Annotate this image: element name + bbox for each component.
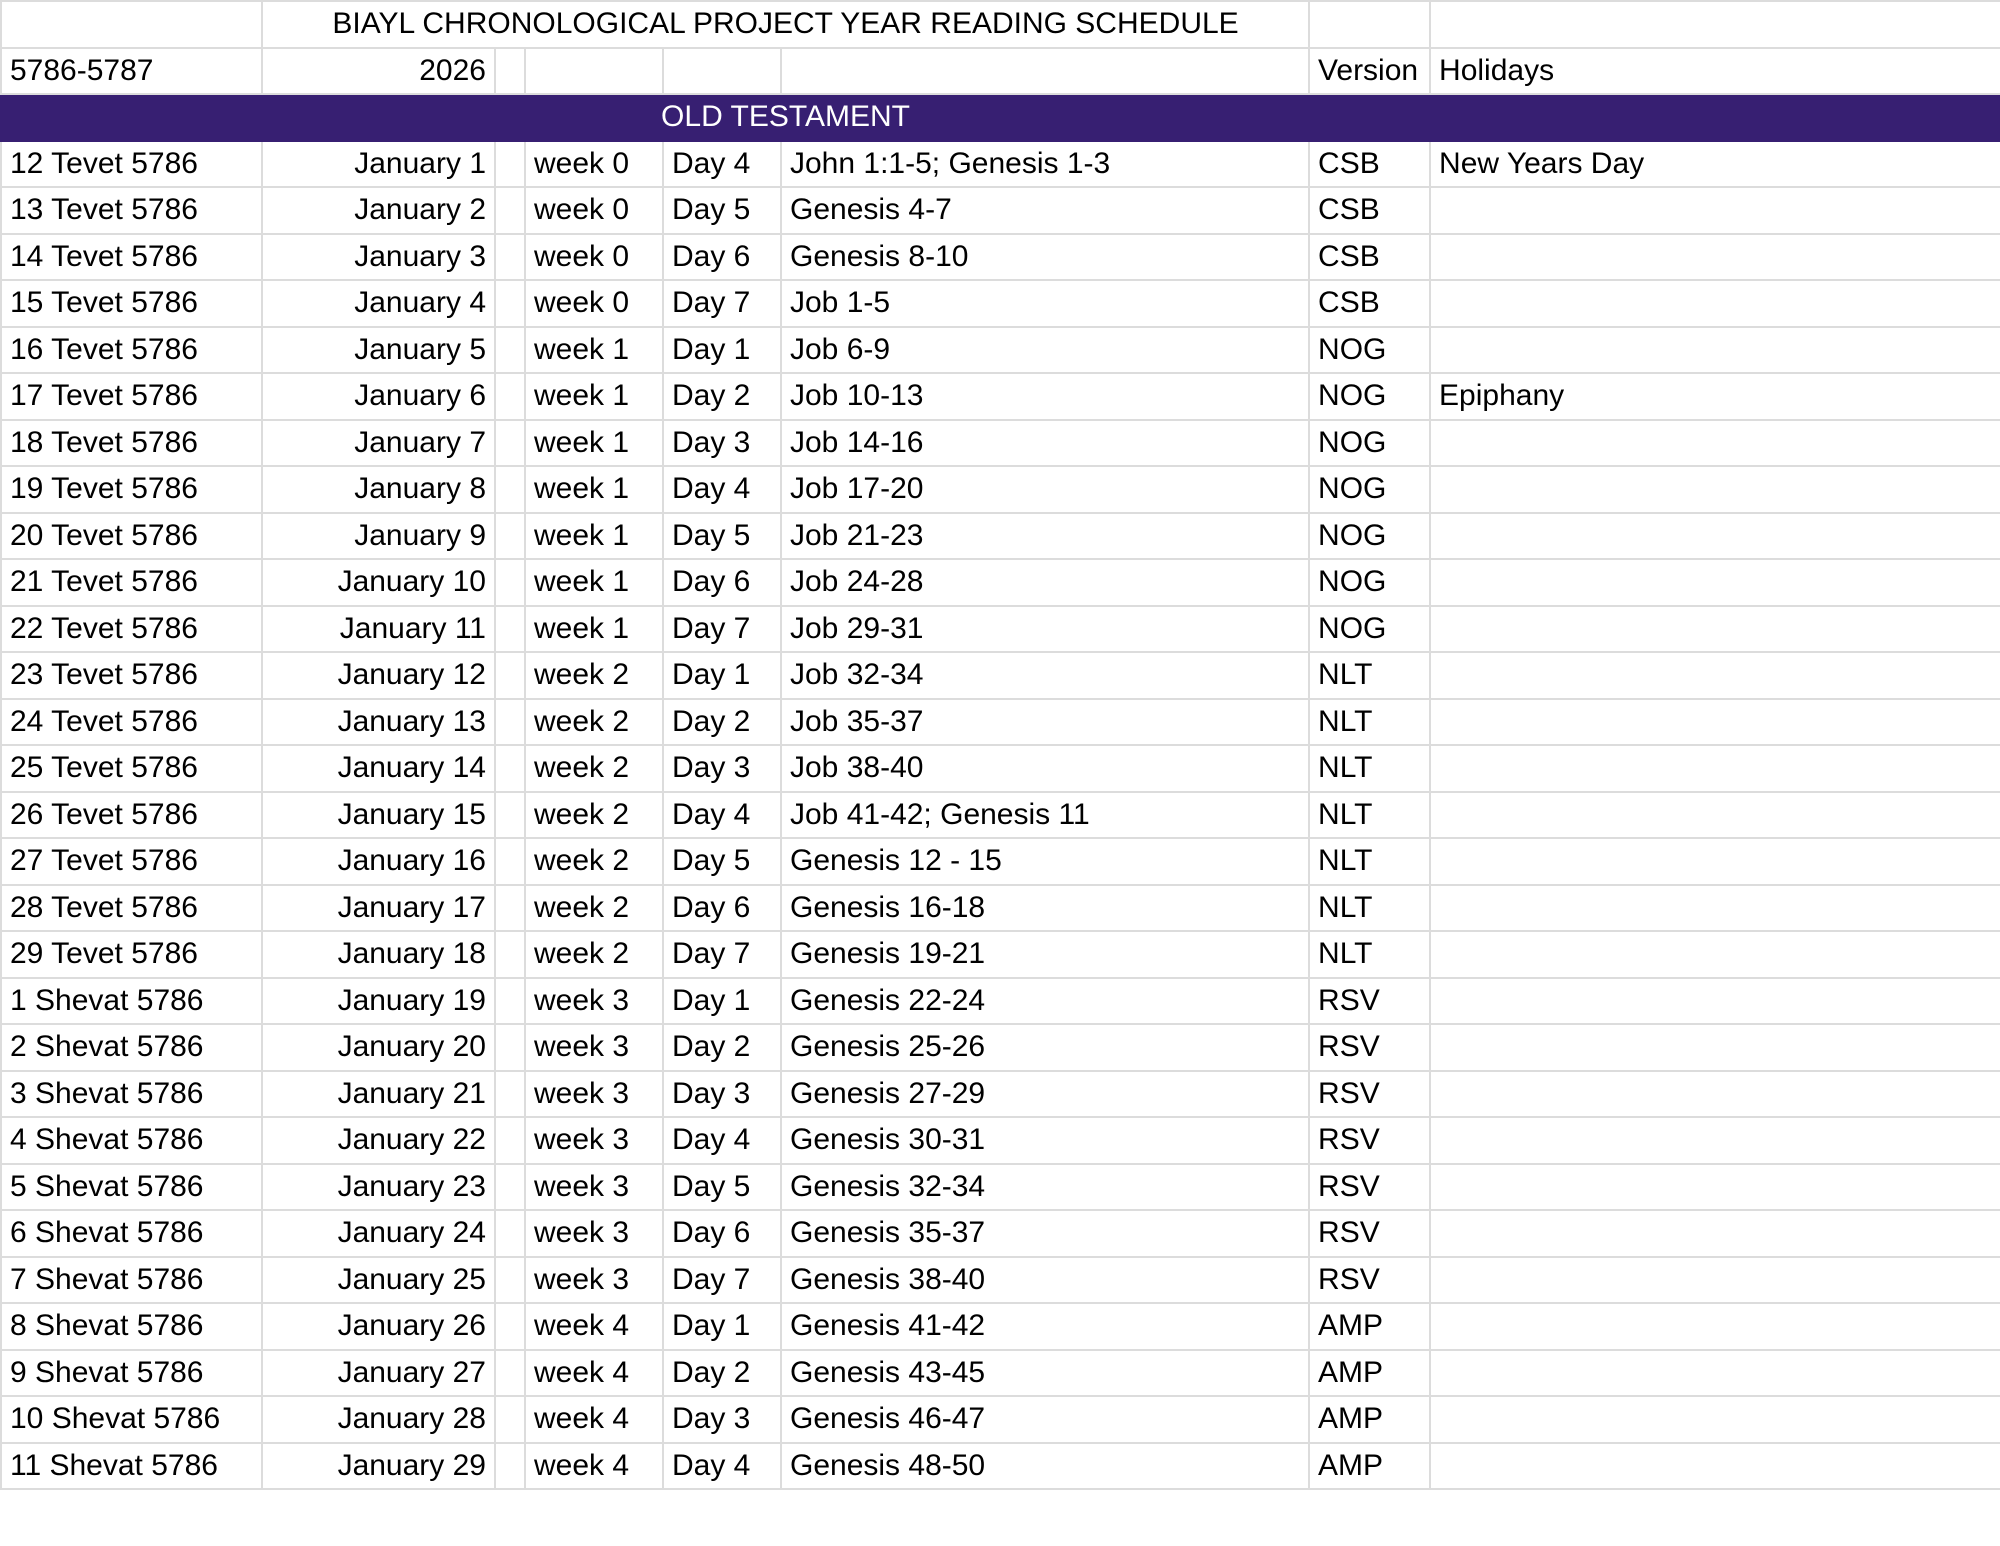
- day-cell[interactable]: Day 4: [663, 1117, 781, 1164]
- week-cell[interactable]: week 3: [525, 1117, 663, 1164]
- holiday-cell[interactable]: [1430, 838, 2000, 885]
- day-cell[interactable]: Day 7: [663, 280, 781, 327]
- hebrew-years-cell[interactable]: 5786-5787: [1, 48, 262, 95]
- reading-cell[interactable]: Genesis 8-10: [781, 234, 1309, 281]
- table-row: [1, 885, 2000, 932]
- week-cell[interactable]: week 0: [525, 141, 663, 188]
- cell-empty[interactable]: [495, 885, 525, 932]
- table-row: [1, 234, 2000, 281]
- version-cell[interactable]: RSV: [1309, 1117, 1430, 1164]
- day-cell[interactable]: Day 6: [663, 559, 781, 606]
- cell-empty[interactable]: [495, 1350, 525, 1397]
- reading-cell[interactable]: Genesis 12 - 15: [781, 838, 1309, 885]
- table-row: [1, 1303, 2000, 1350]
- week-cell[interactable]: week 2: [525, 885, 663, 932]
- version-cell[interactable]: NOG: [1309, 420, 1430, 467]
- cell-empty[interactable]: [495, 1024, 525, 1071]
- week-cell[interactable]: week 4: [525, 1303, 663, 1350]
- reading-cell[interactable]: Genesis 46-47: [781, 1396, 1309, 1443]
- cell-empty[interactable]: [495, 1117, 525, 1164]
- date-cell[interactable]: January 7: [262, 420, 495, 467]
- cell-empty[interactable]: [495, 745, 525, 792]
- week-cell[interactable]: week 2: [525, 931, 663, 978]
- table-row: [1, 141, 2000, 188]
- cell-empty[interactable]: [495, 1071, 525, 1118]
- cell-empty[interactable]: [495, 606, 525, 653]
- day-cell[interactable]: Day 4: [663, 141, 781, 188]
- reading-cell[interactable]: Job 41-42; Genesis 11: [781, 792, 1309, 839]
- cell-empty[interactable]: [1, 1, 262, 48]
- date-cell[interactable]: January 27: [262, 1350, 495, 1397]
- week-cell[interactable]: week 1: [525, 373, 663, 420]
- holidays-header[interactable]: Holidays: [1430, 48, 2000, 95]
- table-row: [1, 652, 2000, 699]
- date-cell[interactable]: January 10: [262, 559, 495, 606]
- reading-cell[interactable]: Genesis 32-34: [781, 1164, 1309, 1211]
- date-cell[interactable]: January 28: [262, 1396, 495, 1443]
- week-cell[interactable]: week 0: [525, 187, 663, 234]
- version-cell[interactable]: CSB: [1309, 280, 1430, 327]
- cell-empty[interactable]: [495, 420, 525, 467]
- hebrew-date-cell[interactable]: 1 Shevat 5786: [1, 978, 262, 1025]
- reading-cell[interactable]: Job 6-9: [781, 327, 1309, 374]
- table-row: [1, 1257, 2000, 1304]
- holiday-cell[interactable]: [1430, 885, 2000, 932]
- table-row: [1, 1024, 2000, 1071]
- day-cell[interactable]: Day 2: [663, 1350, 781, 1397]
- subheader-row: [1, 48, 2000, 95]
- cell-empty[interactable]: [495, 978, 525, 1025]
- cell-empty[interactable]: [495, 1303, 525, 1350]
- version-cell[interactable]: CSB: [1309, 234, 1430, 281]
- holiday-cell[interactable]: [1430, 606, 2000, 653]
- section-band-row: [1, 94, 2000, 141]
- cell-empty[interactable]: [495, 513, 525, 560]
- week-cell[interactable]: week 4: [525, 1443, 663, 1490]
- day-cell[interactable]: Day 2: [663, 699, 781, 746]
- hebrew-date-cell[interactable]: 26 Tevet 5786: [1, 792, 262, 839]
- version-cell[interactable]: NOG: [1309, 513, 1430, 560]
- hebrew-date-cell[interactable]: 23 Tevet 5786: [1, 652, 262, 699]
- date-cell[interactable]: January 11: [262, 606, 495, 653]
- holiday-cell[interactable]: [1430, 1350, 2000, 1397]
- table-row: [1, 559, 2000, 606]
- table-row: [1, 978, 2000, 1025]
- cell-empty[interactable]: [495, 234, 525, 281]
- date-cell[interactable]: January 5: [262, 327, 495, 374]
- date-cell[interactable]: January 1: [262, 141, 495, 188]
- week-cell[interactable]: week 3: [525, 1210, 663, 1257]
- cell-empty[interactable]: [495, 48, 525, 95]
- day-cell[interactable]: Day 7: [663, 606, 781, 653]
- table-row: [1, 931, 2000, 978]
- cell-empty[interactable]: [495, 931, 525, 978]
- date-cell[interactable]: January 23: [262, 1164, 495, 1211]
- week-cell[interactable]: week 3: [525, 1257, 663, 1304]
- cell-empty[interactable]: [495, 699, 525, 746]
- week-cell[interactable]: week 1: [525, 327, 663, 374]
- reading-cell[interactable]: Genesis 16-18: [781, 885, 1309, 932]
- reading-cell[interactable]: Job 10-13: [781, 373, 1309, 420]
- hebrew-date-cell[interactable]: 16 Tevet 5786: [1, 327, 262, 374]
- day-cell[interactable]: Day 3: [663, 1071, 781, 1118]
- date-cell[interactable]: January 22: [262, 1117, 495, 1164]
- day-cell[interactable]: Day 7: [663, 931, 781, 978]
- table-row: [1, 745, 2000, 792]
- reading-cell[interactable]: Job 29-31: [781, 606, 1309, 653]
- day-cell[interactable]: Day 3: [663, 745, 781, 792]
- table-row: [1, 1443, 2000, 1490]
- date-cell[interactable]: January 8: [262, 466, 495, 513]
- table-row: [1, 513, 2000, 560]
- day-cell[interactable]: Day 6: [663, 1210, 781, 1257]
- hebrew-date-cell[interactable]: 25 Tevet 5786: [1, 745, 262, 792]
- version-cell[interactable]: AMP: [1309, 1350, 1430, 1397]
- day-cell[interactable]: Day 7: [663, 1257, 781, 1304]
- cell-empty[interactable]: [495, 141, 525, 188]
- holiday-cell[interactable]: Epiphany: [1430, 373, 2000, 420]
- band-cell[interactable]: [1430, 94, 2000, 141]
- week-cell[interactable]: week 1: [525, 559, 663, 606]
- week-cell[interactable]: week 1: [525, 466, 663, 513]
- day-cell[interactable]: Day 1: [663, 978, 781, 1025]
- table-row: [1, 606, 2000, 653]
- table-row: [1, 1210, 2000, 1257]
- hebrew-date-cell[interactable]: 2 Shevat 5786: [1, 1024, 262, 1071]
- cell-empty[interactable]: [495, 327, 525, 374]
- cell-empty[interactable]: [495, 1210, 525, 1257]
- day-cell[interactable]: Day 6: [663, 885, 781, 932]
- day-cell[interactable]: Day 5: [663, 187, 781, 234]
- date-cell[interactable]: January 25: [262, 1257, 495, 1304]
- date-cell[interactable]: January 17: [262, 885, 495, 932]
- holiday-cell[interactable]: [1430, 1257, 2000, 1304]
- table-row: [1, 1164, 2000, 1211]
- holiday-cell[interactable]: [1430, 978, 2000, 1025]
- week-cell[interactable]: week 0: [525, 234, 663, 281]
- hebrew-date-cell[interactable]: 8 Shevat 5786: [1, 1303, 262, 1350]
- day-cell[interactable]: Day 4: [663, 1443, 781, 1490]
- date-cell[interactable]: January 24: [262, 1210, 495, 1257]
- date-cell[interactable]: January 26: [262, 1303, 495, 1350]
- hebrew-date-cell[interactable]: 3 Shevat 5786: [1, 1071, 262, 1118]
- holiday-cell[interactable]: [1430, 931, 2000, 978]
- version-header[interactable]: Version: [1309, 48, 1430, 95]
- title-row: [1, 1, 2000, 48]
- date-cell[interactable]: January 19: [262, 978, 495, 1025]
- date-cell[interactable]: January 9: [262, 513, 495, 560]
- table-row: [1, 1396, 2000, 1443]
- hebrew-date-cell[interactable]: 9 Shevat 5786: [1, 1350, 262, 1397]
- hebrew-date-cell[interactable]: 20 Tevet 5786: [1, 513, 262, 560]
- date-cell[interactable]: January 6: [262, 373, 495, 420]
- version-cell[interactable]: CSB: [1309, 141, 1430, 188]
- version-cell[interactable]: NOG: [1309, 466, 1430, 513]
- day-cell[interactable]: Day 1: [663, 652, 781, 699]
- hebrew-date-cell[interactable]: 14 Tevet 5786: [1, 234, 262, 281]
- version-cell[interactable]: NLT: [1309, 699, 1430, 746]
- table-row: [1, 1350, 2000, 1397]
- date-cell[interactable]: January 3: [262, 234, 495, 281]
- table-row: [1, 187, 2000, 234]
- table-row: [1, 699, 2000, 746]
- holiday-cell[interactable]: [1430, 420, 2000, 467]
- reading-cell[interactable]: Genesis 38-40: [781, 1257, 1309, 1304]
- date-cell[interactable]: January 29: [262, 1443, 495, 1490]
- reading-cell[interactable]: Genesis 48-50: [781, 1443, 1309, 1490]
- day-cell[interactable]: Day 6: [663, 234, 781, 281]
- hebrew-date-cell[interactable]: 12 Tevet 5786: [1, 141, 262, 188]
- version-cell[interactable]: NOG: [1309, 373, 1430, 420]
- version-cell[interactable]: RSV: [1309, 1024, 1430, 1071]
- cell-empty[interactable]: [1309, 1, 1430, 48]
- week-cell[interactable]: week 0: [525, 280, 663, 327]
- reading-cell[interactable]: Job 24-28: [781, 559, 1309, 606]
- week-cell[interactable]: week 1: [525, 513, 663, 560]
- version-cell[interactable]: NOG: [1309, 606, 1430, 653]
- version-cell[interactable]: CSB: [1309, 187, 1430, 234]
- date-cell[interactable]: January 12: [262, 652, 495, 699]
- cell-empty[interactable]: [495, 838, 525, 885]
- holiday-cell[interactable]: [1430, 1117, 2000, 1164]
- holiday-cell[interactable]: [1430, 187, 2000, 234]
- cell-empty[interactable]: [495, 280, 525, 327]
- table-row: [1, 1117, 2000, 1164]
- day-cell[interactable]: Day 2: [663, 1024, 781, 1071]
- hebrew-date-cell[interactable]: 18 Tevet 5786: [1, 420, 262, 467]
- date-cell[interactable]: January 21: [262, 1071, 495, 1118]
- reading-cell[interactable]: Genesis 35-37: [781, 1210, 1309, 1257]
- day-cell[interactable]: Day 5: [663, 1164, 781, 1211]
- holiday-cell[interactable]: [1430, 699, 2000, 746]
- reading-cell[interactable]: John 1:1-5; Genesis 1-3: [781, 141, 1309, 188]
- table-row: [1, 838, 2000, 885]
- table-row: [1, 466, 2000, 513]
- day-cell[interactable]: Day 4: [663, 792, 781, 839]
- hebrew-date-cell[interactable]: 4 Shevat 5786: [1, 1117, 262, 1164]
- holiday-cell[interactable]: [1430, 792, 2000, 839]
- reading-cell[interactable]: Genesis 25-26: [781, 1024, 1309, 1071]
- day-cell[interactable]: Day 1: [663, 327, 781, 374]
- week-cell[interactable]: week 2: [525, 838, 663, 885]
- week-cell[interactable]: week 2: [525, 652, 663, 699]
- reading-cell[interactable]: Job 35-37: [781, 699, 1309, 746]
- holiday-cell[interactable]: [1430, 745, 2000, 792]
- date-cell[interactable]: January 4: [262, 280, 495, 327]
- reading-cell[interactable]: Genesis 30-31: [781, 1117, 1309, 1164]
- hebrew-date-cell[interactable]: 24 Tevet 5786: [1, 699, 262, 746]
- holiday-cell[interactable]: [1430, 466, 2000, 513]
- hebrew-date-cell[interactable]: 10 Shevat 5786: [1, 1396, 262, 1443]
- section-title[interactable]: OLD TESTAMENT: [262, 94, 1309, 141]
- week-cell[interactable]: week 3: [525, 1071, 663, 1118]
- version-cell[interactable]: NLT: [1309, 838, 1430, 885]
- reading-cell[interactable]: Job 21-23: [781, 513, 1309, 560]
- version-cell[interactable]: AMP: [1309, 1303, 1430, 1350]
- week-cell[interactable]: week 1: [525, 606, 663, 653]
- reading-cell[interactable]: Job 1-5: [781, 280, 1309, 327]
- cell-empty[interactable]: [525, 48, 663, 95]
- hebrew-date-cell[interactable]: 29 Tevet 5786: [1, 931, 262, 978]
- version-cell[interactable]: RSV: [1309, 978, 1430, 1025]
- band-cell[interactable]: [1, 94, 262, 141]
- holiday-cell[interactable]: [1430, 1024, 2000, 1071]
- table-row: [1, 420, 2000, 467]
- date-cell[interactable]: January 13: [262, 699, 495, 746]
- week-cell[interactable]: week 4: [525, 1350, 663, 1397]
- version-cell[interactable]: RSV: [1309, 1071, 1430, 1118]
- hebrew-date-cell[interactable]: 11 Shevat 5786: [1, 1443, 262, 1490]
- table-row: [1, 792, 2000, 839]
- reading-cell[interactable]: Genesis 43-45: [781, 1350, 1309, 1397]
- year-cell[interactable]: 2026: [262, 48, 495, 95]
- hebrew-date-cell[interactable]: 21 Tevet 5786: [1, 559, 262, 606]
- day-cell[interactable]: Day 1: [663, 1303, 781, 1350]
- week-cell[interactable]: week 2: [525, 745, 663, 792]
- holiday-cell[interactable]: [1430, 1164, 2000, 1211]
- reading-cell[interactable]: Genesis 4-7: [781, 187, 1309, 234]
- hebrew-date-cell[interactable]: 22 Tevet 5786: [1, 606, 262, 653]
- week-cell[interactable]: week 4: [525, 1396, 663, 1443]
- week-cell[interactable]: week 2: [525, 792, 663, 839]
- reading-cell[interactable]: Genesis 27-29: [781, 1071, 1309, 1118]
- holiday-cell[interactable]: New Years Day: [1430, 141, 2000, 188]
- hebrew-date-cell[interactable]: 7 Shevat 5786: [1, 1257, 262, 1304]
- hebrew-date-cell[interactable]: 6 Shevat 5786: [1, 1210, 262, 1257]
- date-cell[interactable]: January 2: [262, 187, 495, 234]
- reading-cell[interactable]: Genesis 41-42: [781, 1303, 1309, 1350]
- day-cell[interactable]: Day 4: [663, 466, 781, 513]
- cell-empty[interactable]: [495, 466, 525, 513]
- date-cell[interactable]: January 15: [262, 792, 495, 839]
- table-row: [1, 1071, 2000, 1118]
- version-cell[interactable]: NLT: [1309, 885, 1430, 932]
- day-cell[interactable]: Day 3: [663, 420, 781, 467]
- table-row: [1, 373, 2000, 420]
- cell-empty[interactable]: [495, 1257, 525, 1304]
- holiday-cell[interactable]: [1430, 1303, 2000, 1350]
- day-cell[interactable]: Day 2: [663, 373, 781, 420]
- cell-empty[interactable]: [495, 1164, 525, 1211]
- cell-empty[interactable]: [495, 187, 525, 234]
- date-cell[interactable]: January 16: [262, 838, 495, 885]
- reading-cell[interactable]: Genesis 19-21: [781, 931, 1309, 978]
- reading-cell[interactable]: Job 14-16: [781, 420, 1309, 467]
- version-cell[interactable]: AMP: [1309, 1443, 1430, 1490]
- cell-empty[interactable]: [663, 48, 781, 95]
- holiday-cell[interactable]: [1430, 327, 2000, 374]
- cell-empty[interactable]: [495, 1396, 525, 1443]
- version-cell[interactable]: AMP: [1309, 1396, 1430, 1443]
- hebrew-date-cell[interactable]: 5 Shevat 5786: [1, 1164, 262, 1211]
- holiday-cell[interactable]: [1430, 652, 2000, 699]
- day-cell[interactable]: Day 5: [663, 838, 781, 885]
- day-cell[interactable]: Day 5: [663, 513, 781, 560]
- version-cell[interactable]: NLT: [1309, 792, 1430, 839]
- version-cell[interactable]: NOG: [1309, 559, 1430, 606]
- version-cell[interactable]: RSV: [1309, 1164, 1430, 1211]
- hebrew-date-cell[interactable]: 28 Tevet 5786: [1, 885, 262, 932]
- week-cell[interactable]: week 2: [525, 699, 663, 746]
- reading-cell[interactable]: Job 17-20: [781, 466, 1309, 513]
- schedule-title[interactable]: BIAYL CHRONOLOGICAL PROJECT YEAR READING SCHEDULE: [262, 1, 1309, 48]
- reading-cell[interactable]: Genesis 22-24: [781, 978, 1309, 1025]
- holiday-cell[interactable]: [1430, 234, 2000, 281]
- reading-cell[interactable]: Job 38-40: [781, 745, 1309, 792]
- cell-empty[interactable]: [1430, 1, 2000, 48]
- week-cell[interactable]: week 3: [525, 978, 663, 1025]
- holiday-cell[interactable]: [1430, 513, 2000, 560]
- holiday-cell[interactable]: [1430, 559, 2000, 606]
- cell-empty[interactable]: [495, 792, 525, 839]
- version-cell[interactable]: NLT: [1309, 931, 1430, 978]
- cell-empty[interactable]: [495, 559, 525, 606]
- version-cell[interactable]: RSV: [1309, 1210, 1430, 1257]
- table-row: [1, 280, 2000, 327]
- week-cell[interactable]: week 1: [525, 420, 663, 467]
- hebrew-date-cell[interactable]: 27 Tevet 5786: [1, 838, 262, 885]
- holiday-cell[interactable]: [1430, 1396, 2000, 1443]
- version-cell[interactable]: NLT: [1309, 745, 1430, 792]
- cell-empty[interactable]: [495, 373, 525, 420]
- day-cell[interactable]: Day 3: [663, 1396, 781, 1443]
- holiday-cell[interactable]: [1430, 1443, 2000, 1490]
- cell-empty[interactable]: [781, 48, 1309, 95]
- holiday-cell[interactable]: [1430, 1210, 2000, 1257]
- hebrew-date-cell[interactable]: 17 Tevet 5786: [1, 373, 262, 420]
- holiday-cell[interactable]: [1430, 280, 2000, 327]
- cell-empty[interactable]: [495, 652, 525, 699]
- holiday-cell[interactable]: [1430, 1071, 2000, 1118]
- version-cell[interactable]: NOG: [1309, 327, 1430, 374]
- date-cell[interactable]: January 18: [262, 931, 495, 978]
- hebrew-date-cell[interactable]: 15 Tevet 5786: [1, 280, 262, 327]
- cell-empty[interactable]: [495, 1443, 525, 1490]
- hebrew-date-cell[interactable]: 13 Tevet 5786: [1, 187, 262, 234]
- date-cell[interactable]: January 20: [262, 1024, 495, 1071]
- hebrew-date-cell[interactable]: 19 Tevet 5786: [1, 466, 262, 513]
- table-row: [1, 327, 2000, 374]
- version-cell[interactable]: RSV: [1309, 1257, 1430, 1304]
- reading-cell[interactable]: Job 32-34: [781, 652, 1309, 699]
- week-cell[interactable]: week 3: [525, 1164, 663, 1211]
- week-cell[interactable]: week 3: [525, 1024, 663, 1071]
- version-cell[interactable]: NLT: [1309, 652, 1430, 699]
- date-cell[interactable]: January 14: [262, 745, 495, 792]
- band-cell[interactable]: [1309, 94, 1430, 141]
